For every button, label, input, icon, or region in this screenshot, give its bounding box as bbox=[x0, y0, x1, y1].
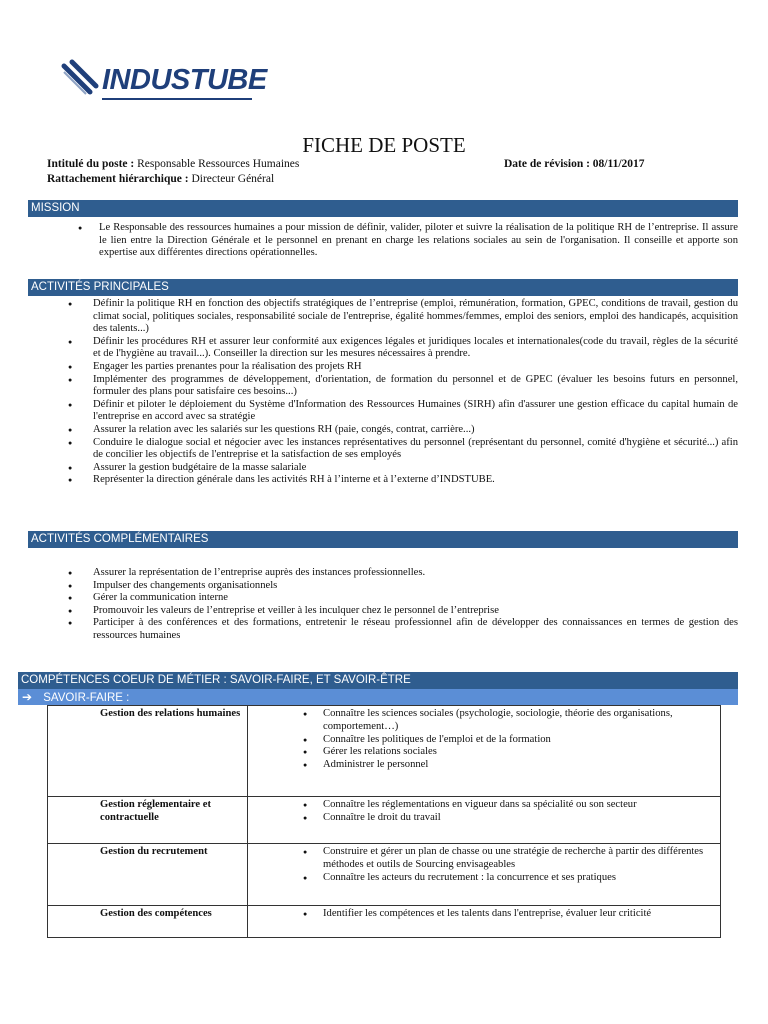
list-item: ● Définir les procédures RH et assurer leur conformité aux exigences légales et juridiques locales et internationales(code du travail, règles de la sécurité et de l'hygiène au travail...). Conseiller la direction sur les mesures nécessaires à prendre. bbox=[93, 336, 738, 361]
logo-text: INDUSTUBE bbox=[102, 64, 267, 96]
subsection-savoir-faire bbox=[18, 689, 738, 705]
arrow-right-icon: ➔ bbox=[22, 690, 33, 704]
list-item: ● Connaître les sciences sociales (psychologie, sociologie, théorie des organisations, comportement…) bbox=[248, 708, 712, 734]
list-item: ● Assurer la relation avec les salariés sur les questions RH (paie, congés, contrat, carrière...) bbox=[93, 424, 738, 437]
list-item: ● Assurer la gestion budgétaire de la masse salariale bbox=[93, 462, 738, 475]
revision-date bbox=[504, 157, 645, 171]
mission-list bbox=[99, 222, 738, 260]
skill-details bbox=[248, 706, 721, 797]
list-item: ● Impulser des changements organisationnels bbox=[93, 580, 738, 593]
reporting-label: Rattachement hiérarchique : bbox=[47, 173, 189, 185]
list-item: ● Implémenter des programmes de développement, d'orientation, de formation du personnel et de GPEC (évaluer les besoins futurs en personnel, formuler des plans pour satisfaire ces besoins...) bbox=[93, 374, 738, 399]
list-item: ● Construire et gérer un plan de chasse ou une stratégie de recherche à partir des différentes méthodes et outils de Sourcing envisageables bbox=[248, 846, 712, 872]
logo-mark-icon bbox=[60, 58, 102, 102]
table-row bbox=[48, 844, 721, 906]
section-header-mission: MISSION bbox=[28, 200, 738, 217]
logo-underline bbox=[102, 98, 252, 100]
skill-name: Gestion du recrutement bbox=[48, 844, 248, 906]
section-header-complementaires: ACTIVITÉS COMPLÉMENTAIRES bbox=[28, 531, 738, 548]
list-item: ● Conduire le dialogue social et négocier avec les instances représentatives du personnel (représentant du personnel, comité d'hygiène et sécurité...) afin de concilier les objectifs de l'entreprise et la satisfaction de ses employés bbox=[93, 437, 738, 462]
savoir-faire-label: SAVOIR-FAIRE : bbox=[43, 692, 130, 704]
complementary-list bbox=[93, 567, 738, 643]
section-header-activites: ACTIVITÉS PRINCIPALES bbox=[28, 279, 738, 296]
table-row bbox=[48, 906, 721, 938]
list-item: ● Définir et piloter le déploiement du Système d'Information des Ressources Humaines (SIRH) afin d'assurer une gestion efficace du capital humain de l'entreprise en accord avec sa stratégie bbox=[93, 399, 738, 424]
skill-details bbox=[248, 906, 721, 938]
reporting-line bbox=[47, 172, 274, 186]
activities-list bbox=[93, 298, 738, 487]
list-item: ● Connaître les politiques de l'emploi et de la formation bbox=[248, 734, 712, 747]
list-item: ● Participer à des conférences et des formations, entretenir le réseau professionnel afin de développer des connaissances en termes de gestion des ressources humaines bbox=[93, 617, 738, 642]
reporting-value: Directeur Général bbox=[191, 173, 275, 185]
skill-details bbox=[248, 797, 721, 844]
table-row bbox=[48, 797, 721, 844]
list-item: ● Identifier les compétences et les talents dans l'entreprise, évaluer leur criticité bbox=[248, 908, 712, 921]
skill-name: Gestion des compétences bbox=[48, 906, 248, 938]
list-item: ● Administrer le personnel bbox=[248, 759, 712, 772]
list-item: ● Promouvoir les valeurs de l’entreprise et veiller à les inculquer chez le personnel de l’entreprise bbox=[93, 605, 738, 618]
list-item: ● Gérer les relations sociales bbox=[248, 746, 712, 759]
list-item: ● Représenter la direction générale dans les activités RH à l’interne et à l’externe d’INDSTUBE. bbox=[93, 474, 738, 487]
job-title-line bbox=[47, 157, 299, 171]
table-row bbox=[48, 706, 721, 797]
skills-table bbox=[47, 705, 721, 938]
list-item: ● Définir la politique RH en fonction des objectifs stratégiques de l’entreprise (emploi, rémunération, formation, GPEC, conditions de travail, gestion du climat social, politiques sociales, responsabilité sociale de l'entreprise, égalité hommes/femmes, emploi des seniors, emploi des handicapés, acquisition des talents...) bbox=[93, 298, 738, 336]
list-item: ● Gérer la communication interne bbox=[93, 592, 738, 605]
list-item: ● Le Responsable des ressources humaines a pour mission de définir, valider, piloter et suivre la réalisation de la politique RH de l’entreprise. Il assure le lien entre la Direction Générale et le personnel en prenant en charge les relations sociales au sein de l'organisation. Il conseille et apporte son expertise aux différentes directions opérationnelles. bbox=[99, 222, 738, 260]
company-logo bbox=[60, 58, 267, 102]
list-item: ● Assurer la représentation de l’entreprise auprès des instances professionnelles. bbox=[93, 567, 738, 580]
list-item: ● Connaître le droit du travail bbox=[248, 812, 712, 825]
list-item: ● Engager les parties prenantes pour la réalisation des projets RH bbox=[93, 361, 738, 374]
skill-name: Gestion des relations humaines bbox=[48, 706, 248, 797]
list-item: ● Connaître les acteurs du recrutement : la concurrence et ses pratiques bbox=[248, 872, 712, 885]
skill-name: Gestion réglementaire et contractuelle bbox=[48, 797, 248, 844]
job-title-label: Intitulé du poste : bbox=[47, 158, 135, 170]
skill-details bbox=[248, 844, 721, 906]
job-title-value: Responsable Ressources Humaines bbox=[137, 158, 300, 170]
revision-date-label: Date de révision : 08/11/2017 bbox=[504, 158, 645, 170]
section-header-competences: COMPÉTENCES COEUR DE MÉTIER : SAVOIR-FAIRE, ET SAVOIR-ÊTRE bbox=[18, 672, 738, 689]
page-title: FICHE DE POSTE bbox=[302, 133, 466, 157]
list-item: ● Connaître les réglementations en vigueur dans sa spécialité ou son secteur bbox=[248, 799, 712, 812]
